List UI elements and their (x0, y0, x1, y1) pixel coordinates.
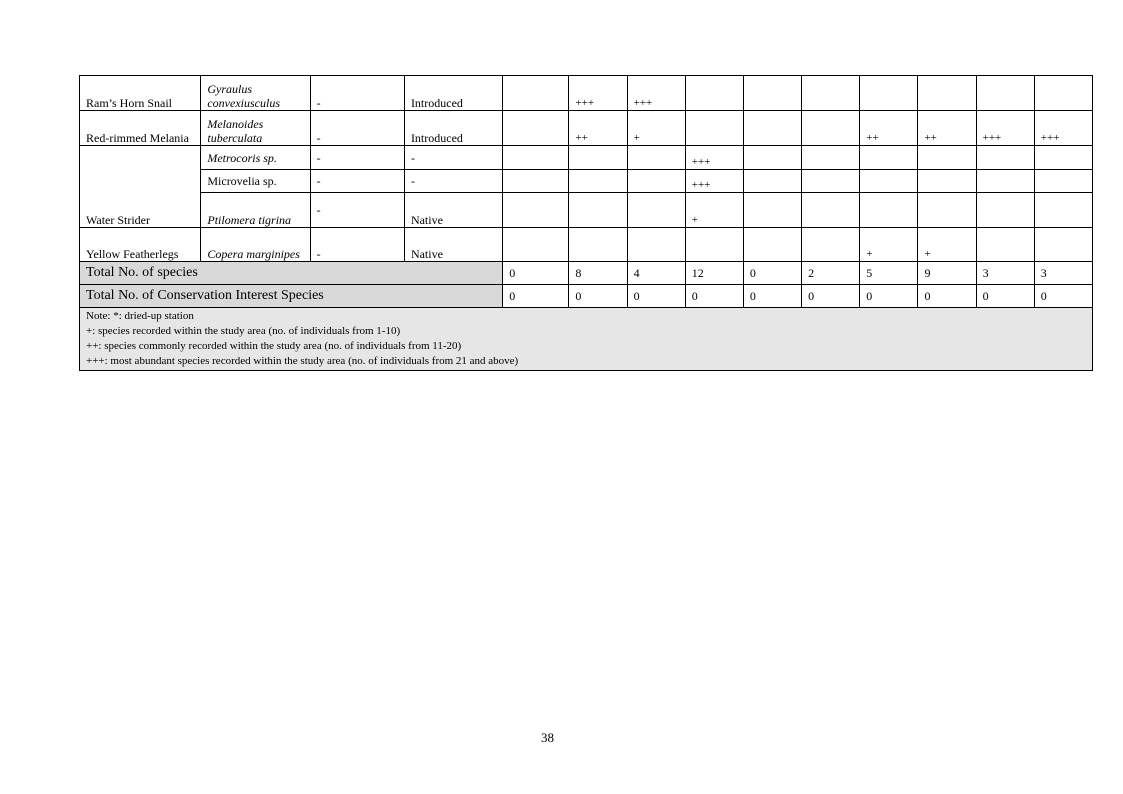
abundance-cell: + (627, 111, 685, 146)
abundance-cell (503, 193, 569, 228)
abundance-cell: + (918, 228, 976, 262)
abundance-cell (685, 76, 743, 111)
abundance-cell: ++ (918, 111, 976, 146)
abundance-cell: +++ (627, 76, 685, 111)
conservation-cell: - (310, 111, 404, 146)
abundance-cell (503, 228, 569, 262)
total-species-value: 5 (860, 262, 918, 285)
note-line: Note: *: dried-up station (86, 310, 194, 322)
abundance-cell (860, 193, 918, 228)
total-conservation-value: 0 (802, 285, 860, 308)
abundance-cell (743, 193, 801, 228)
abundance-cell: +++ (569, 76, 627, 111)
table-row (80, 146, 1093, 170)
origin-cell: - (404, 170, 502, 193)
conservation-cell: - (310, 193, 404, 228)
origin-cell: Native (404, 193, 502, 228)
total-conservation-label: Total No. of Conservation Interest Species (80, 285, 503, 308)
abundance-cell: +++ (976, 111, 1034, 146)
abundance-cell (918, 193, 976, 228)
table-row (80, 193, 1093, 228)
abundance-cell (802, 170, 860, 193)
note-line: +++: most abundant species recorded within the study area (no. of individuals from 21 and above) (86, 355, 519, 367)
abundance-cell (743, 76, 801, 111)
abundance-cell (569, 170, 627, 193)
abundance-cell (503, 146, 569, 170)
abundance-cell (1034, 170, 1092, 193)
conservation-cell: - (310, 170, 404, 193)
species-table (79, 75, 1093, 371)
abundance-cell (976, 228, 1034, 262)
abundance-cell (1034, 193, 1092, 228)
origin-cell: Native (404, 228, 502, 262)
origin-cell: Introduced (404, 111, 502, 146)
abundance-cell (802, 228, 860, 262)
conservation-cell: - (310, 76, 404, 111)
table-row (80, 111, 1093, 146)
total-species-value: 4 (627, 262, 685, 285)
origin-cell: Introduced (404, 76, 502, 111)
abundance-cell: ++ (569, 111, 627, 146)
abundance-cell (918, 146, 976, 170)
notes-cell (80, 308, 1093, 371)
common-name-cell: Red-rimmed Melania (80, 111, 201, 146)
abundance-cell (976, 193, 1034, 228)
page-number: 38 (541, 730, 554, 745)
total-species-value: 0 (743, 262, 801, 285)
abundance-cell (1034, 146, 1092, 170)
scientific-name-cell: Gyraulus convexiusculus (201, 76, 310, 111)
total-conservation-value: 0 (976, 285, 1034, 308)
total-species-value: 3 (976, 262, 1034, 285)
common-name-cell: Ram’s Horn Snail (80, 76, 201, 111)
total-conservation-value: 0 (743, 285, 801, 308)
abundance-cell (743, 111, 801, 146)
total-conservation-value: 0 (918, 285, 976, 308)
total-conservation-value: 0 (685, 285, 743, 308)
notes-row (80, 308, 1093, 371)
abundance-cell (802, 146, 860, 170)
abundance-cell (685, 228, 743, 262)
scientific-name-cell: Microvelia sp. (201, 170, 310, 193)
abundance-cell (743, 170, 801, 193)
conservation-cell: - (310, 228, 404, 262)
total-conservation-value: 0 (503, 285, 569, 308)
total-species-value: 3 (1034, 262, 1092, 285)
abundance-cell (743, 228, 801, 262)
abundance-cell (1034, 76, 1092, 111)
abundance-cell: +++ (685, 170, 743, 193)
total-species-value: 8 (569, 262, 627, 285)
total-conservation-value: 0 (1034, 285, 1092, 308)
abundance-cell (627, 193, 685, 228)
note-line: +: species recorded within the study area (no. of individuals from 1-10) (86, 325, 401, 337)
abundance-cell (627, 228, 685, 262)
abundance-cell (627, 146, 685, 170)
abundance-cell (569, 228, 627, 262)
abundance-cell (976, 76, 1034, 111)
abundance-cell (569, 193, 627, 228)
common-name-cell: Yellow Featherlegs (80, 228, 201, 262)
abundance-cell (860, 170, 918, 193)
note-line: ++: species commonly recorded within the study area (no. of individuals from 11-20) (86, 340, 462, 352)
abundance-cell (1034, 228, 1092, 262)
abundance-cell: + (685, 193, 743, 228)
total-conservation-row (80, 285, 1093, 308)
abundance-cell (976, 146, 1034, 170)
total-species-label: Total No. of species (80, 262, 503, 285)
abundance-cell (860, 146, 918, 170)
abundance-cell (802, 193, 860, 228)
table-row (80, 228, 1093, 262)
total-species-value: 12 (685, 262, 743, 285)
table-row (80, 76, 1093, 111)
abundance-cell (569, 146, 627, 170)
total-species-value: 2 (802, 262, 860, 285)
origin-cell: - (404, 146, 502, 170)
abundance-cell (503, 76, 569, 111)
scientific-name-cell: Metrocoris sp. (201, 146, 310, 170)
total-species-value: 0 (503, 262, 569, 285)
scientific-name-cell: Ptilomera tigrina (201, 193, 310, 228)
conservation-cell: - (310, 146, 404, 170)
abundance-cell (802, 111, 860, 146)
abundance-cell (802, 76, 860, 111)
total-conservation-value: 0 (569, 285, 627, 308)
abundance-cell: ++ (860, 111, 918, 146)
abundance-cell (627, 170, 685, 193)
total-species-value: 9 (918, 262, 976, 285)
abundance-cell (503, 170, 569, 193)
abundance-cell (860, 76, 918, 111)
scientific-name-cell: Melanoides tuberculata (201, 111, 310, 146)
common-name-cell: Water Strider (80, 146, 201, 228)
abundance-cell (918, 76, 976, 111)
table-row (80, 170, 1093, 193)
abundance-cell (685, 111, 743, 146)
total-species-row (80, 262, 1093, 285)
table-body (80, 76, 1093, 371)
abundance-cell (976, 170, 1034, 193)
abundance-cell (743, 146, 801, 170)
abundance-cell (503, 111, 569, 146)
abundance-cell (918, 170, 976, 193)
total-conservation-value: 0 (860, 285, 918, 308)
total-conservation-value: 0 (627, 285, 685, 308)
abundance-cell: + (860, 228, 918, 262)
scientific-name-cell: Copera marginipes (201, 228, 310, 262)
abundance-cell: +++ (685, 146, 743, 170)
abundance-cell: +++ (1034, 111, 1092, 146)
